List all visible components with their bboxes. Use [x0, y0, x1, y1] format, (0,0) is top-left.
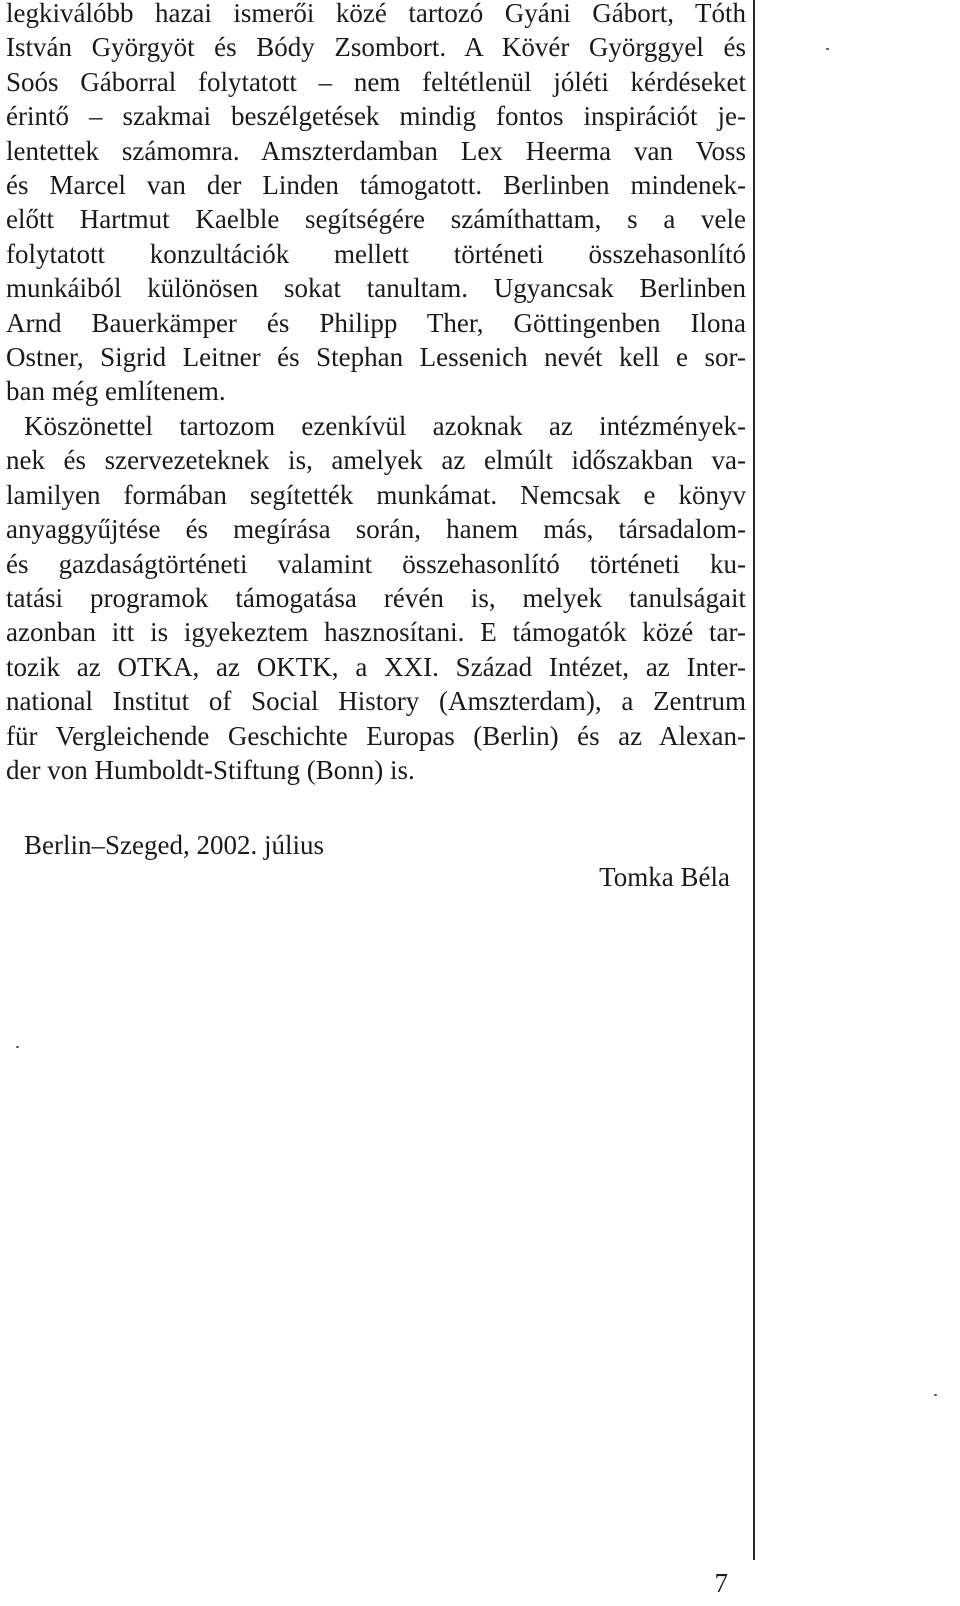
text-line: für Vergleichende Geschichte Europas (Berlin) és az Alexan-	[6, 720, 746, 751]
signature: Tomka Béla	[599, 862, 730, 892]
text-line: lentettek számomra. Amszterdamban Lex Heerma van Voss	[6, 135, 746, 166]
text-line: munkáiból különösen sokat tanultam. Ugyancsak Berlinben	[6, 273, 746, 304]
text-line: nek és szervezeteknek is, amelyek az elmúlt időszakban va-	[6, 445, 746, 476]
scan-speck	[826, 48, 829, 50]
page-number: 7	[714, 1568, 728, 1598]
text-line: ban még említenem.	[6, 376, 226, 407]
text-line: Köszönettel tartozom ezenkívül azoknak az intézmények-	[24, 410, 746, 441]
place-date: Berlin–Szeged, 2002. július	[24, 830, 324, 860]
text-line: lamilyen formában segítették munkámat. Nemcsak e könyv	[6, 479, 746, 510]
text-line: der von Humboldt-Stiftung (Bonn) is.	[6, 754, 415, 785]
text-line: tozik az OTKA, az OKTK, a XXI. Század Intézet, az Inter-	[6, 651, 746, 682]
text-line: István Györgyöt és Bódy Zsombort. A Kövér Györggyel és	[6, 32, 746, 63]
text-line: national Institut of Social History (Amszterdam), a Zentrum	[6, 686, 746, 717]
text-line: azonban itt is igyekeztem hasznosítani. E támogatók közé tar-	[6, 617, 746, 648]
text-line: érintő – szakmai beszélgetések mindig fontos inspirációt je-	[6, 101, 746, 132]
text-line: és gazdaságtörténeti valamint összehasonlító történeti ku-	[6, 548, 746, 579]
text-line: Soós Gáborral folytatott – nem feltétlenül jóléti kérdéseket	[6, 66, 746, 97]
scan-speck	[16, 1046, 19, 1048]
margin-rule	[753, 0, 755, 1560]
text-line: folytatott konzultációk mellett történeti összehasonlító	[6, 238, 746, 269]
text-line: Ostner, Sigrid Leitner és Stephan Lessenich nevét kell e sor-	[6, 342, 746, 373]
text-line: tatási programok támogatása révén is, melyek tanulságait	[6, 582, 746, 613]
text-line: anyaggyűjtése és megírása során, hanem más, társadalom-	[6, 514, 746, 545]
text-line: és Marcel van der Linden támogatott. Berlinben mindenek-	[6, 170, 746, 201]
text-line: előtt Hartmut Kaelble segítségére számíthattam, s a vele	[6, 204, 746, 235]
body-text	[6, 0, 746, 787]
text-line: Arnd Bauerkämper és Philipp Ther, Göttingenben Ilona	[6, 307, 746, 338]
scan-speck	[934, 1394, 937, 1396]
text-line: legkiválóbb hazai ismerői közé tartozó Gyáni Gábort, Tóth	[6, 0, 746, 28]
